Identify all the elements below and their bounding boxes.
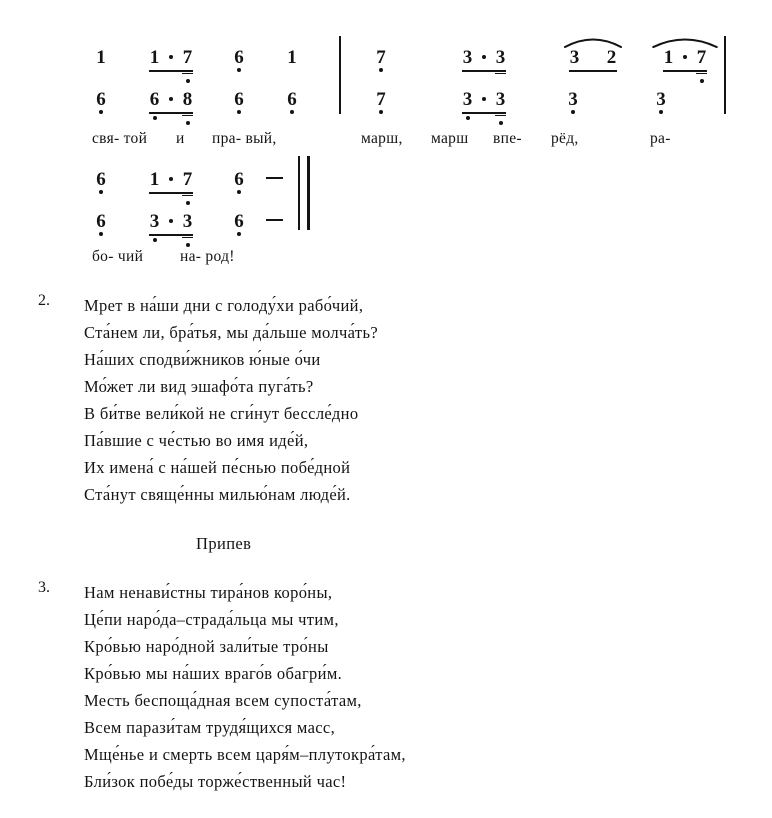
- note-group-m8-lower: [650, 90, 672, 109]
- note-digit: 2: [606, 47, 617, 68]
- augmentation-dot: [169, 177, 173, 181]
- beam-group: [462, 90, 506, 111]
- note-digit: 3: [462, 89, 473, 110]
- second-beam: [182, 48, 193, 67]
- sustain-dash-lower: [259, 212, 289, 231]
- verse-number: 3.: [38, 579, 50, 596]
- second-beam: [495, 48, 506, 67]
- verse-lines: [84, 579, 772, 795]
- note-group-m2-upper: [133, 48, 209, 69]
- verse-line: Па́вшие с че́стью во имя иде́й,: [84, 431, 309, 450]
- verse-lines: [84, 292, 772, 508]
- lyric-syllable: рёд,: [551, 130, 579, 147]
- note-group-m5-lower: [370, 90, 392, 109]
- note-group-m11-lower: [228, 212, 250, 231]
- verse-line: Их имена́ с на́шей пе́снью побе́дной: [84, 458, 351, 477]
- note-digit: 1: [149, 47, 160, 68]
- lyric-syllable: впе-: [493, 130, 522, 147]
- note-digit: 3: [182, 211, 193, 232]
- lyric-syllable: и: [176, 130, 185, 147]
- lyric-syllable: свя- той: [92, 130, 148, 147]
- note-digit: 6: [234, 169, 244, 190]
- note-group-m7-upper: [562, 48, 624, 69]
- note-digit: 7: [376, 47, 386, 68]
- final-barline-thick: [307, 156, 310, 230]
- verse-line: Ста́нем ли, бра́тья, мы да́льше молча́ть?: [84, 323, 379, 342]
- verse-line: На́ших сподви́жников ю́ные о́чи: [84, 350, 321, 369]
- sustain-dash: [266, 219, 283, 221]
- note-digit: 1: [149, 169, 160, 190]
- note-group-m9-upper: [90, 170, 112, 189]
- note-digit: 6: [234, 47, 244, 68]
- slur-arc: [650, 35, 720, 48]
- beam-group: [149, 90, 193, 111]
- note-digit: 7: [696, 47, 707, 68]
- augmentation-dot: [169, 97, 173, 101]
- note-group-m10-upper: [133, 170, 209, 191]
- augmentation-dot: [683, 55, 687, 59]
- second-beam: [495, 90, 506, 109]
- note-digit: 7: [182, 169, 193, 190]
- beam-group: [569, 48, 617, 69]
- sustain-dash-upper: [259, 170, 289, 189]
- note-group-m5-upper: [370, 48, 392, 67]
- augmentation-dot: [482, 55, 486, 59]
- beam-group: [462, 48, 506, 69]
- augmentation-dot: [482, 97, 486, 101]
- beam-group: [149, 48, 193, 69]
- verse-line: Це́пи наро́да–страда́льца мы чтим,: [84, 610, 339, 629]
- verse-line: Кро́вью наро́дной зали́тые тро́ны: [84, 637, 329, 656]
- second-beam: [182, 212, 193, 231]
- note-digit: 3: [495, 89, 506, 110]
- beam-group: [149, 170, 193, 191]
- note-digit: 3: [568, 89, 578, 110]
- note-digit: 6: [96, 211, 106, 232]
- note-group-m1-upper: [90, 48, 112, 67]
- verse-line: В би́тве вели́кой не сги́нут бессле́дно: [84, 404, 359, 423]
- augmentation-dot: [169, 55, 173, 59]
- note-digit: 3: [495, 47, 506, 68]
- verse-2: [0, 292, 772, 508]
- second-beam: [182, 90, 193, 109]
- lyric-syllable: на- род!: [180, 248, 235, 265]
- lyric-syllable: пра- вый,: [212, 130, 277, 147]
- verse-line: Мще́нье и смерть всем царя́м–плутокра́там,: [84, 745, 406, 764]
- note-digit: 6: [149, 89, 160, 110]
- note-group-m3-lower: [228, 90, 250, 109]
- note-digit: 1: [96, 47, 106, 68]
- refrain-label: Припев: [196, 534, 252, 553]
- note-digit: 7: [376, 89, 386, 110]
- verse-3: [0, 579, 772, 795]
- second-beam: [696, 48, 707, 67]
- note-group-m9-lower: [90, 212, 112, 231]
- note-digit: 8: [182, 89, 193, 110]
- note-group-m8-upper: [650, 48, 720, 69]
- note-group-m7-lower: [562, 90, 584, 109]
- augmentation-dot: [169, 219, 173, 223]
- barline: [339, 36, 341, 114]
- note-group-m1-lower: [90, 90, 112, 109]
- note-digit: 7: [182, 47, 193, 68]
- note-digit: 1: [663, 47, 674, 68]
- verse-line: Ста́нут свяще́нны милью́нам люде́й.: [84, 485, 351, 504]
- note-digit: 6: [234, 89, 244, 110]
- note-digit: 3: [569, 47, 580, 68]
- lyric-syllable: марш,: [361, 130, 403, 147]
- verse-line: Мрет в на́ши дни с голоду́хи рабо́чий,: [84, 296, 364, 315]
- verse-line: Нам ненави́стны тира́нов коро́ны,: [84, 583, 333, 602]
- lyric-syllable: бо- чий: [92, 248, 144, 265]
- verse-line: Месть беспоща́дная всем супоста́там,: [84, 691, 362, 710]
- note-digit: 6: [96, 169, 106, 190]
- note-digit: 6: [96, 89, 106, 110]
- note-digit: 3: [462, 47, 473, 68]
- verse-line: Мо́жет ли вид эшафо́та пуга́ть?: [84, 377, 314, 396]
- note-group-m10-lower: [133, 212, 209, 233]
- note-group-m3-upper: [228, 48, 250, 67]
- note-group-m2-lower: [133, 90, 209, 111]
- note-digit: 6: [287, 89, 297, 110]
- verses-container: [0, 262, 772, 795]
- note-group-m6-lower: [446, 90, 522, 111]
- note-digit: 6: [234, 211, 244, 232]
- score-system-1: [0, 30, 772, 152]
- verse-line: Бли́зок побе́ды торже́ственный час!: [84, 772, 347, 791]
- barline: [724, 36, 726, 114]
- note-group-m4-lower: [281, 90, 303, 109]
- final-barline-thin: [298, 156, 300, 230]
- sustain-dash: [266, 177, 283, 179]
- note-group-m4-upper: [281, 48, 303, 67]
- lyric-syllable: марш: [431, 130, 469, 147]
- second-beam: [182, 170, 193, 189]
- note-digit: 3: [656, 89, 666, 110]
- note-group-m6-upper: [446, 48, 522, 69]
- verse-line: Всем парази́там трудя́щихся масс,: [84, 718, 336, 737]
- beam-group: [663, 48, 707, 69]
- note-group-m11-upper: [228, 170, 250, 189]
- score-system-2: [0, 152, 772, 265]
- note-digit: 3: [149, 211, 160, 232]
- beam-group: [149, 212, 193, 233]
- verse-number: 2.: [38, 292, 50, 309]
- lyric-syllable: ра-: [650, 130, 671, 147]
- note-digit: 1: [287, 47, 297, 68]
- musical-score: [0, 0, 772, 265]
- verse-line: Кро́вью мы на́ших враго́в обагри́м.: [84, 664, 343, 683]
